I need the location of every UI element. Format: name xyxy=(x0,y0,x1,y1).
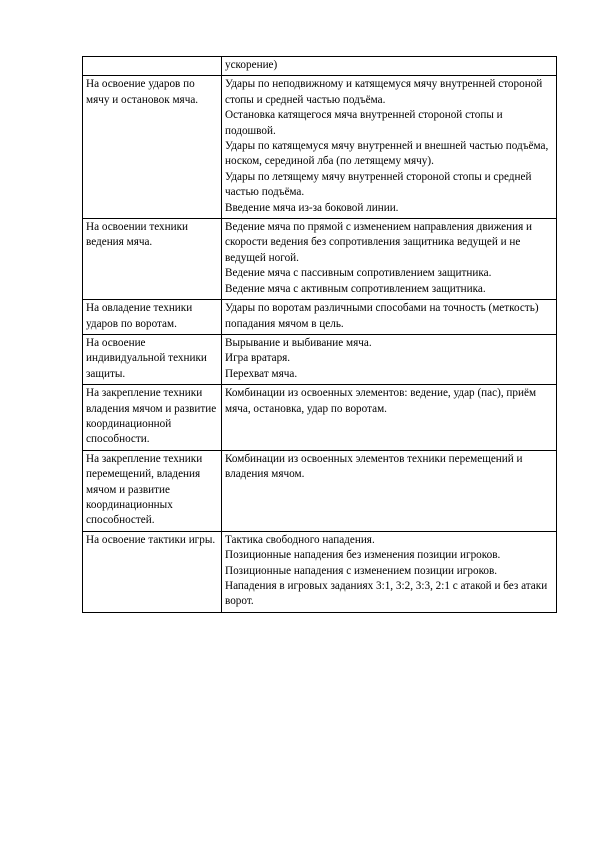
content-line: Удары по воротам различными способами на точность (меткость) попадания мячом в цель. xyxy=(225,302,539,330)
content-line: Ведение мяча по прямой с изменением направления движения и скорости ведения без сопротивления защитника ведущей и не ведущей ногой. xyxy=(225,221,533,264)
topic-cell: На закрепление техники владения мячом и развитие координационной способности. xyxy=(83,385,222,451)
topic-cell: На освоении техники ведения мяча. xyxy=(83,219,222,300)
table-row xyxy=(83,219,557,300)
topic-cell: На овладение техники ударов по воротам. xyxy=(83,300,222,335)
content-line: Тактика свободного нападения. xyxy=(225,533,375,546)
content-line: Позиционные нападения с изменением позиции игроков. xyxy=(225,564,498,577)
content-cell xyxy=(222,219,557,300)
content-line: Позиционные нападения без изменения позиции игроков. xyxy=(225,549,501,562)
content-line: Комбинации из освоенных элементов техники перемещений и владения мячом. xyxy=(225,452,523,481)
content-cell xyxy=(222,76,557,219)
content-cell xyxy=(222,385,557,451)
table-row xyxy=(83,76,557,219)
topic-cell: На освоение ударов по мячу и остановок мяча. xyxy=(83,76,222,219)
topic-cell: На освоение тактики игры. xyxy=(83,531,222,612)
content-cell xyxy=(222,531,557,612)
content-line: Удары по неподвижному и катящемуся мячу внутренней стороной стопы и средней частью подъёма. xyxy=(225,78,543,106)
topic-cell xyxy=(83,57,222,76)
table-row xyxy=(83,57,557,76)
content-line: Комбинации из освоенных элементов: ведение, удар (пас), приём мяча, остановка, удар по воротам. xyxy=(225,387,537,415)
exercise-table xyxy=(82,56,557,613)
content-line: Удары по летящему мячу внутренней стороной стопы и средней частью подъёма. xyxy=(225,170,532,199)
content-cell xyxy=(222,450,557,531)
content-line: Перехват мяча. xyxy=(225,367,298,380)
content-cell xyxy=(222,300,557,335)
content-line: Остановка катящегося мяча внутренней стороной стопы и подошвой. xyxy=(225,109,503,137)
content-line: Удары по катящемуся мячу внутренней и внешней частью подъёма, носком, серединой лба (по летящему мячу). xyxy=(225,140,549,168)
content-line: Нападения в игровых заданиях 3:1, 3:2, 3:3, 2:1 с атакой и без атаки ворот. xyxy=(225,580,548,608)
content-line: Вырывание и выбивание мяча. xyxy=(225,336,372,349)
table-row xyxy=(83,385,557,451)
topic-cell: На закрепление техники перемещений, владения мячом и развитие координационных способностей. xyxy=(83,450,222,531)
content-line: Ведение мяча с пассивным сопротивлением защитника. xyxy=(225,267,492,280)
content-cell xyxy=(222,334,557,384)
content-line: Ведение мяча с активным сопротивлением защитника. xyxy=(225,282,486,295)
content-line: ускорение) xyxy=(225,59,278,71)
table-row xyxy=(83,450,557,531)
content-line: Игра вратаря. xyxy=(225,352,291,365)
content-line: Введение мяча из-за боковой линии. xyxy=(225,201,399,214)
topic-cell: На освоение индивидуальной техники защиты. xyxy=(83,334,222,384)
content-cell xyxy=(222,57,557,76)
table-row xyxy=(83,531,557,612)
table-body xyxy=(83,57,557,613)
table-row xyxy=(83,334,557,384)
table-row xyxy=(83,300,557,335)
